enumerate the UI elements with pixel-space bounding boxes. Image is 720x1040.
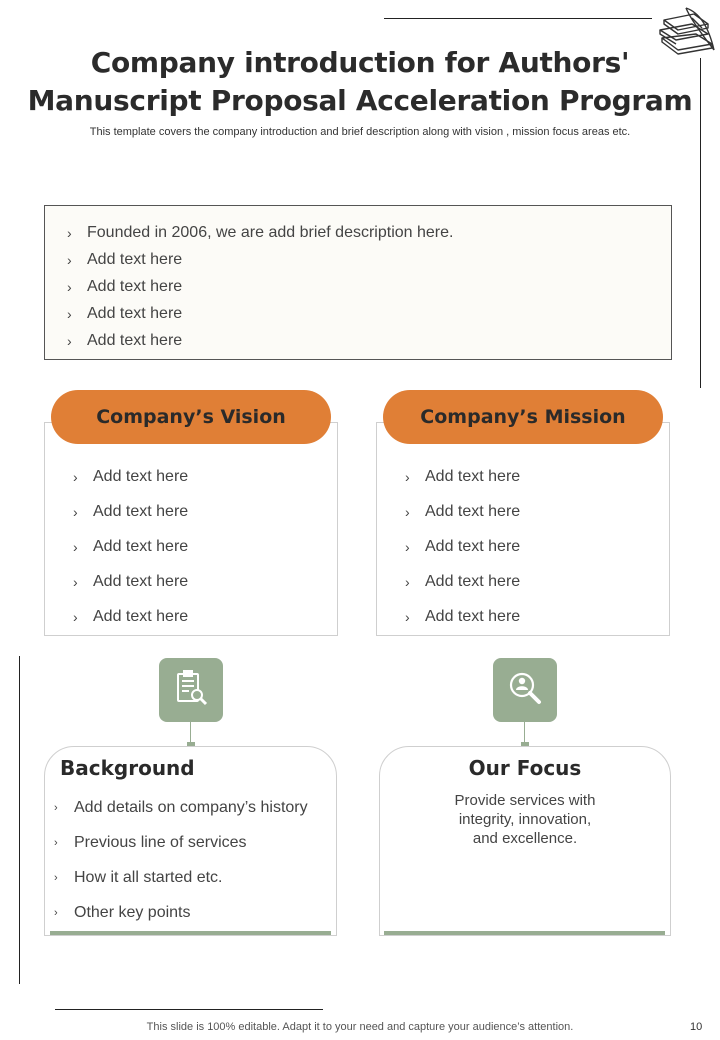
focus-heading: Our Focus [468, 756, 582, 780]
top-rule [384, 18, 652, 19]
chevron-right-icon: › [73, 503, 78, 520]
list-item: › Add text here [405, 607, 521, 625]
list-item: › Add details on company’s history [54, 798, 308, 816]
chevron-right-icon: › [405, 538, 410, 555]
list-item: › Add text here [67, 250, 183, 268]
chevron-right-icon: › [54, 906, 58, 919]
page-number: 10 [690, 1021, 703, 1033]
focus-card-bar [384, 931, 665, 935]
focus-connector [524, 722, 525, 744]
list-item: › Add text here [405, 502, 521, 520]
list-item: › Add text here [67, 304, 183, 322]
chevron-right-icon: › [73, 468, 78, 485]
chevron-right-icon: › [73, 573, 78, 590]
intro-box [44, 205, 672, 360]
chevron-right-icon: › [67, 224, 72, 241]
list-item: › Add text here [405, 572, 521, 590]
left-vertical-rule [19, 656, 20, 984]
intro-list [67, 219, 671, 354]
footer-note: This slide is 100% editable. Adapt it to your need and capture your audience’s attention. [146, 1021, 574, 1033]
chevron-right-icon: › [67, 251, 72, 268]
chevron-right-icon: › [405, 503, 410, 520]
list-item: › Other key points [54, 903, 191, 921]
list-item: › Add text here [73, 572, 189, 590]
list-item: › How it all started etc. [54, 868, 223, 886]
background-heading: Background [60, 756, 195, 780]
chevron-right-icon: › [67, 305, 72, 322]
page-title [0, 44, 720, 120]
chevron-right-icon: › [54, 871, 58, 884]
vision-list [73, 459, 188, 634]
mission-list [405, 459, 520, 634]
list-item: › Add text here [405, 467, 521, 485]
list-item: › Add text here [73, 537, 189, 555]
vision-heading-pill: Company’s Vision [51, 390, 331, 444]
chevron-right-icon: › [54, 801, 58, 814]
list-item: › Add text here [67, 277, 183, 295]
title-line-1: Company introduction for Authors' [90, 46, 630, 79]
mission-card [376, 422, 670, 636]
background-connector [190, 722, 191, 744]
list-item: › Add text here [73, 502, 189, 520]
chevron-right-icon: › [54, 836, 58, 849]
bottom-rule [55, 1009, 323, 1010]
chevron-right-icon: › [405, 608, 410, 625]
list-item: › Add text here [405, 537, 521, 555]
list-item: › Previous line of services [54, 833, 247, 851]
clipboard-search-icon [173, 669, 209, 712]
list-item: › Add text here [73, 607, 189, 625]
background-card-bar [50, 931, 331, 935]
person-search-icon [506, 669, 544, 712]
list-item: › Add text here [73, 467, 189, 485]
chevron-right-icon: › [67, 332, 72, 349]
title-line-2: Manuscript Proposal Acceleration Program [27, 84, 693, 117]
mission-heading-pill: Company’s Mission [383, 390, 663, 444]
page-subtitle: This template covers the company introduction and brief description along with vision , mission focus areas etc. [89, 126, 631, 138]
background-list [54, 790, 308, 930]
vision-card [44, 422, 338, 636]
background-icon-tile [159, 658, 223, 722]
focus-text: Provide services with integrity, innovation, and excellence. [454, 792, 596, 847]
chevron-right-icon: › [67, 278, 72, 295]
chevron-right-icon: › [73, 538, 78, 555]
chevron-right-icon: › [405, 573, 410, 590]
chevron-right-icon: › [73, 608, 78, 625]
list-item: › Founded in 2006, we are add brief description here. [67, 223, 454, 241]
focus-icon-tile [493, 658, 557, 722]
list-item: › Add text here [67, 331, 183, 349]
chevron-right-icon: › [405, 468, 410, 485]
